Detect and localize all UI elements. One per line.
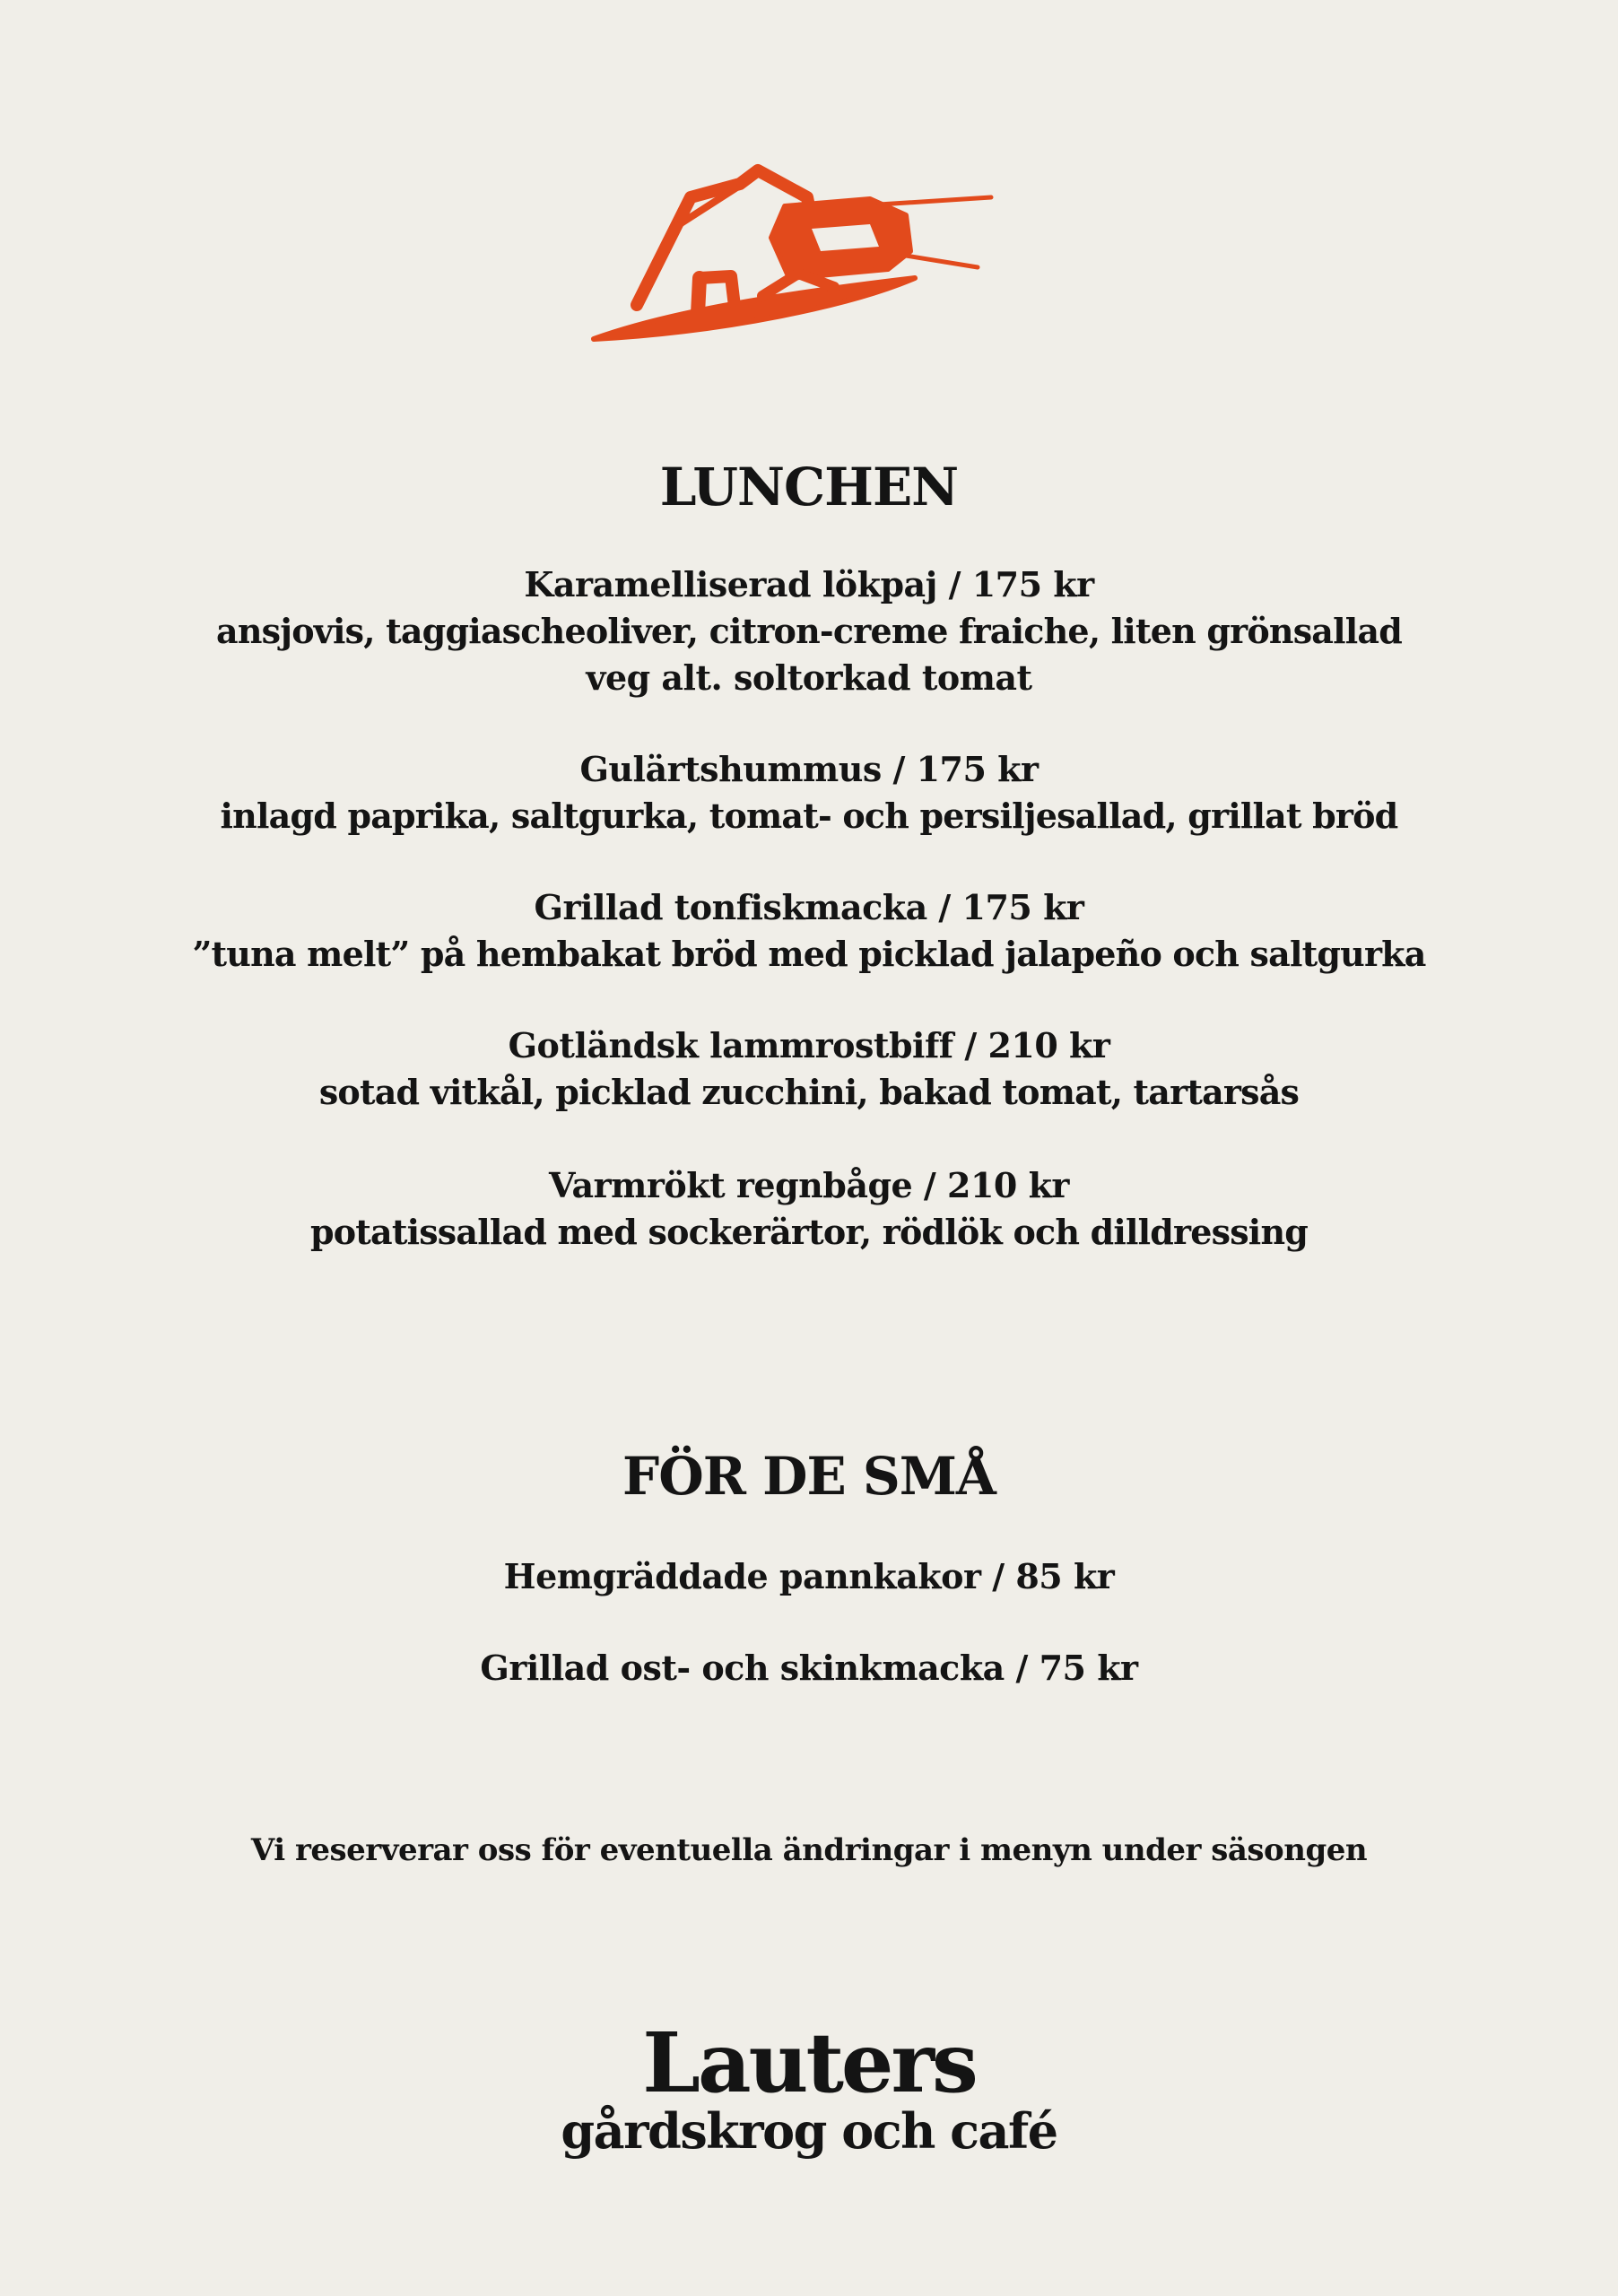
menu-item-description: ”tuna melt” på hembakat bröd med picklad jalapeño och saltgurka	[192, 934, 1426, 974]
menu-item-title: Hemgräddade pannkakor / 85 kr	[503, 1556, 1115, 1596]
menu-item-title: Grillad ost- och skinkmacka / 75 kr	[480, 1648, 1138, 1688]
menu-item-title: Varmrökt regnbåge / 210 kr	[549, 1165, 1069, 1205]
menu-item	[0, 1645, 1618, 1692]
lunch-section-title: LUNCHEN	[659, 457, 959, 517]
menu-change-note: Vi reserverar oss för eventuella ändringar i menyn under säsongen	[250, 1832, 1368, 1868]
brush-stroke-house-logo	[583, 161, 1040, 350]
menu-item-description: inlagd paprika, saltgurka, tomat- och persiljesallad, grillat bröd	[220, 796, 1398, 836]
menu-item-title: Karamelliserad lökpaj / 175 kr	[524, 564, 1094, 604]
menu-item-title: Gotländsk lammrostbiff / 210 kr	[508, 1025, 1110, 1065]
menu-item	[0, 884, 1618, 978]
kids-section-title: FÖR DE SMÅ	[622, 1446, 996, 1507]
menu-item-veg-alternative: veg alt. soltorkad tomat	[586, 657, 1032, 698]
menu-item	[0, 561, 1618, 701]
brand-tagline: gårdskrog och café	[561, 2102, 1057, 2160]
menu-item	[0, 1022, 1618, 1116]
menu-item	[0, 746, 1618, 839]
menu-item-description: ansjovis, taggiascheoliver, citron-creme fraiche, liten grönsallad	[216, 611, 1402, 651]
menu-item-description: potatissallad med sockerärtor, rödlök och dilldressing	[309, 1212, 1309, 1252]
menu-item-description: sotad vitkål, picklad zucchini, bakad tomat, tartarsås	[318, 1072, 1300, 1112]
brand-name: Lauters	[642, 2014, 976, 2111]
menu-item-title: Gulärtshummus / 175 kr	[579, 749, 1039, 789]
menu-item	[0, 1162, 1618, 1256]
menu-item-title: Grillad tonfiskmacka / 175 kr	[534, 887, 1084, 927]
menu-item	[0, 1553, 1618, 1600]
